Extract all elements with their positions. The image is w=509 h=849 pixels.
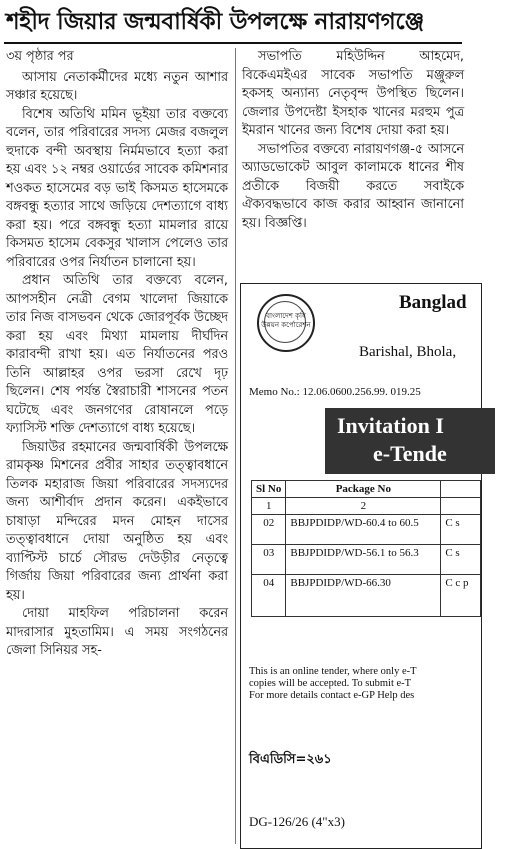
header-extra: [441, 481, 481, 498]
column-divider: [235, 48, 236, 844]
table-row: 02 BBJPDIDP/WD-60.4 to 60.5 C s: [252, 515, 481, 545]
article-paragraph: সভাপতির বক্তব্যে নারায়ণগঞ্জ-৫ আসনে অ্যাডভোকেট আবুল কালামকে ধানের শীষ প্রতীকে বিজয়ী করতে সবাইকে ঐক্যবদ্ধভাবে কাজ করার আহ্বান জানানো হয়। বিজ্ঞপ্তি।: [242, 141, 464, 231]
tender-advertisement: [240, 283, 482, 849]
article-paragraph: সভাপতি মহিউদ্দিন আহমেদ, বিকেএমইএর সাবেক সভাপতি মঞ্জুরুল হকসহ অন্যান্য নেতৃবৃন্দ উপস্থিত ছিলেন। জেলার উপদেষ্টা ইসহাক খানের মরহুম পুত্র ইমরান খানের জন্য বিশেষ দোয়া করা হয়।: [242, 49, 464, 138]
headline-divider: [4, 42, 462, 44]
ad-organization: Banglad: [399, 292, 467, 313]
table-header-row: [252, 481, 481, 498]
header-package-no: Package No: [286, 481, 441, 498]
table-row: 03 BBJPDIDP/WD-56.1 to 56.3 C s: [252, 545, 481, 575]
article-headline: শহীদ জিয়ার জন্মবার্ষিকী উপলক্ষে নারায়ণগঞ্জে: [6, 9, 424, 35]
article-paragraph: প্রধান অতিথি তার বক্তব্যে বলেন, আপসহীন নেত্রী বেগম খালেদা জিয়াকে তার নিজ বাসভবন থেকে জোরপূর্বক উচ্ছেদ করা হয় এবং মিথ্যা মামলায় দীর্ঘদিন কারাবন্দী রাখা হয়। এত নির্যাতনের পরও তিনি আল্লাহর ওপর ভরসা রেখে দৃঢ় ছিলেন। শেষ পর্যন্ত স্বৈরাচারী শাসনের পতন ঘটেছে এবং জনগণের রোষানলে পড়ে ফ্যাসিস্ট শক্তি দেশত্যাগে বাধ্য হয়েছে।: [6, 273, 228, 436]
continuation-note: ৩য় পৃষ্ঠার পর: [6, 49, 74, 64]
banner-line-1: Invitation I: [337, 413, 444, 438]
invitation-banner: [325, 408, 495, 474]
table-row: 04 BBJPDIDP/WD-66.30 C c p: [252, 575, 481, 617]
ad-location: Barishal, Bhola,: [359, 344, 457, 360]
article-paragraph: বিশেষ অতিথি মমিন ভূইয়া তার বক্তব্যে বলেন, তার পরিবারের সদস্য মেজর বজলুল হুদাকে বন্দী অবস্থায় নির্মমভাবে হত্যা করা হয় এবং ১২ নম্বর ওয়ার্ডের সাবেক কমিশনার শওকত হাসেমের বড় ভাই কিসমত হাসেমকে বঙ্গবন্ধু হত্যার সাথে জড়িয়ে দেশত্যাগে বাধ্য করা হয়। পরে বঙ্গবন্ধু হত্যা মামলার রায়ে কিসমত হাসেম বেকসুর খালাস পেলেও তার পরিবারের ওপর নির্যাতন চালানো হয়।: [6, 106, 228, 270]
tender-table: [251, 480, 481, 617]
ad-dg-number: DG-126/26 (4"x3): [249, 814, 345, 829]
article-column-left: [6, 48, 228, 661]
article-column-right: [242, 48, 464, 233]
tender-note: This is an online tender, where only e-T copies will be accepted. To submit e-T For more details contact e-GP Help des: [249, 666, 417, 701]
logo-text: বাংলাদেশ কৃষি উন্নয়ন কর্পোরেশন: [261, 312, 311, 329]
article-paragraph: জিয়াউর রহমানের জন্মবার্ষিকী উপলক্ষে রামকৃষ্ণ মিশনের প্রবীর সাহার তত্ত্বাবধানে তিলক মহারাজ জিয়া পরিবারের সদস্যদের জন্য আশীর্বাদ প্রদান করেন। একইভাবে চাষাড়া মন্দিরের মদন মোহন দাসের তত্ত্বাবধানে দোয়া অনুষ্ঠিত হয় এবং ব্যাপ্টিস্ট চার্চে সৌরভ দেউড়ীর নেতৃত্বে গির্জায় জিয়া পরিবারের জন্য প্রার্থনা করা হয়।: [6, 439, 228, 603]
banner-line-2: e-Tende: [373, 441, 447, 466]
badc-logo-icon: [257, 294, 315, 352]
article-paragraph: দোয়া মাহফিল পরিচালনা করেন মাদরাসার মুহতামিম। এ সময় সংগঠনের জেলা সিনিয়র সহ-: [6, 606, 228, 658]
article-paragraph: আসায় নেতাকর্মীদের মধ্যে নতুন আশার সঞ্চার হয়েছে।: [6, 69, 228, 103]
ad-code: বিএডিসি=২৬১: [249, 752, 332, 767]
table-index-row: 1 2: [252, 498, 481, 515]
ad-memo-number: Memo No.: 12.06.0600.256.99. 019.25: [249, 386, 421, 398]
header-sl-no: Sl No: [252, 481, 286, 498]
